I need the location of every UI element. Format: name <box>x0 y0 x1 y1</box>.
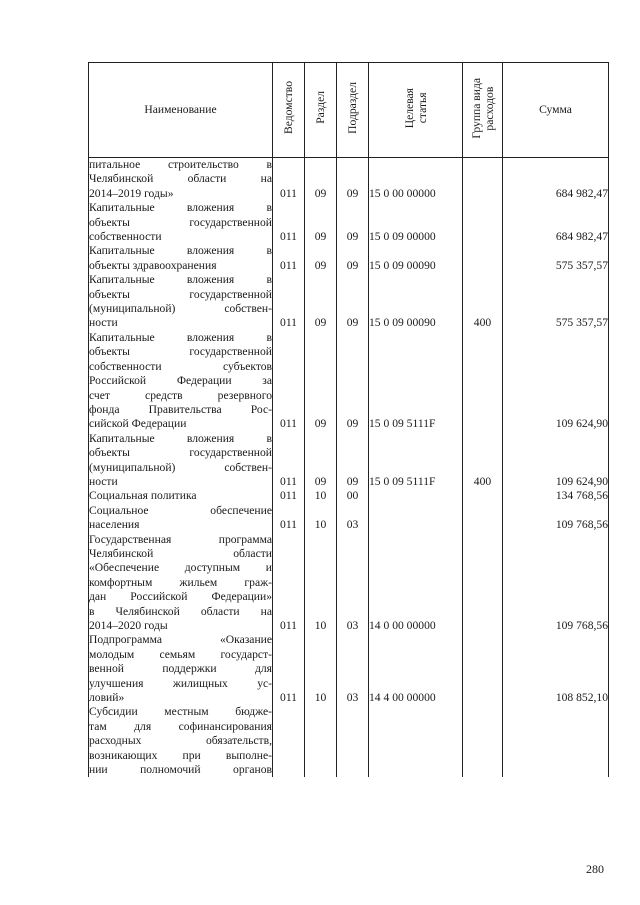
row-name-last-line: ности <box>89 474 118 488</box>
row-name-line: Российской Федерации за <box>89 374 272 388</box>
row-name-last-line: 2014–2020 годы <box>89 619 168 632</box>
row-name-line: «Обеспечение доступным и <box>89 561 272 575</box>
row-name <box>89 705 273 777</box>
row-name-line: нии полномочий органов <box>89 763 272 777</box>
row-podrazdel: 03 <box>337 533 369 634</box>
row-vedomstvo: 011 <box>273 273 305 331</box>
row-podrazdel: 03 <box>337 633 369 705</box>
row-sum: 134 768,56 <box>503 489 609 503</box>
row-sum: 109 768,56 <box>503 504 609 533</box>
row-group <box>463 158 503 202</box>
header-target: Целевая статья <box>369 63 463 158</box>
row-name <box>89 633 273 705</box>
row-name-line: Капитальные вложения в <box>89 244 272 258</box>
row-razdel: 09 <box>305 158 337 202</box>
row-group <box>463 504 503 533</box>
row-name-line: Подпрограмма «Оказание <box>89 633 272 647</box>
header-name: Наименование <box>89 63 273 158</box>
row-target: 15 0 00 00000 <box>369 158 463 202</box>
row-name-last-line: собственности <box>89 230 162 244</box>
row-name-line: Капитальные вложения в <box>89 330 272 344</box>
row-podrazdel: 03 <box>337 504 369 533</box>
row-group <box>463 201 503 244</box>
row-sum: 108 852,10 <box>503 633 609 705</box>
row-name <box>89 504 273 533</box>
row-razdel: 09 <box>305 201 337 244</box>
row-vedomstvo: 011 <box>273 504 305 533</box>
row-vedomstvo: 011 <box>273 158 305 202</box>
row-name-last-line: 2014–2019 годы» <box>89 186 174 200</box>
table-row <box>89 158 609 202</box>
row-name-line: фонда Правительства Рос- <box>89 402 272 416</box>
row-podrazdel <box>337 705 369 777</box>
header-podrazdel: Подраздел <box>337 63 369 158</box>
row-target <box>369 489 463 503</box>
row-target: 14 4 00 00000 <box>369 633 463 705</box>
row-name-last-line: ловий» <box>89 691 125 705</box>
table-row <box>89 273 609 331</box>
row-podrazdel: 09 <box>337 158 369 202</box>
row-target: 15 0 09 00000 <box>369 201 463 244</box>
row-name-line: Социальное обеспечение <box>89 503 272 517</box>
row-target: 15 0 09 00090 <box>369 244 463 273</box>
table-row <box>89 705 609 777</box>
row-name-last-line: ности <box>89 316 118 330</box>
table-row <box>89 489 609 503</box>
row-name-last-line: объекты здравоохранения <box>89 258 217 272</box>
row-vedomstvo: 011 <box>273 489 305 503</box>
row-podrazdel: 09 <box>337 244 369 273</box>
row-razdel: 09 <box>305 432 337 490</box>
row-razdel: 10 <box>305 504 337 533</box>
row-razdel: 09 <box>305 331 337 432</box>
row-sum: 575 357,57 <box>503 244 609 273</box>
row-name-line: объекты государственной <box>89 215 272 229</box>
row-name-line: питальное строительство в <box>89 158 272 171</box>
row-sum: 684 982,47 <box>503 201 609 244</box>
row-name-last-line: населения <box>89 518 140 532</box>
row-name-line: Субсидии местным бюдже- <box>89 705 272 719</box>
row-group <box>463 244 503 273</box>
row-target: 14 0 00 00000 <box>369 533 463 634</box>
row-name-line: комфортным жильем граж- <box>89 575 272 589</box>
page-number: 280 <box>586 862 604 876</box>
table-row <box>89 331 609 432</box>
row-sum: 684 982,47 <box>503 158 609 202</box>
row-vedomstvo: 011 <box>273 533 305 634</box>
header-row <box>89 63 609 158</box>
row-target: 15 0 09 5111F <box>369 331 463 432</box>
row-name-line: дан Российской Федерации» <box>89 590 272 604</box>
header-vedomstvo: Ведомство <box>273 63 305 158</box>
row-target: 15 0 09 5111F <box>369 432 463 490</box>
row-name <box>89 533 273 634</box>
row-razdel: 10 <box>305 489 337 503</box>
row-name <box>89 331 273 432</box>
row-name-line: в Челябинской области на <box>89 604 272 618</box>
table-row <box>89 633 609 705</box>
row-razdel <box>305 705 337 777</box>
row-vedomstvo: 011 <box>273 633 305 705</box>
header-group: Группа вида расходов <box>463 63 503 158</box>
row-name-line: венной поддержки для <box>89 662 272 676</box>
row-razdel: 09 <box>305 273 337 331</box>
row-podrazdel: 00 <box>337 489 369 503</box>
row-name <box>89 273 273 331</box>
row-sum: 575 357,57 <box>503 273 609 331</box>
table-row <box>89 201 609 244</box>
table-row <box>89 533 609 634</box>
row-podrazdel: 09 <box>337 273 369 331</box>
row-sum <box>503 705 609 777</box>
row-vedomstvo: 011 <box>273 244 305 273</box>
row-name-line: счет средств резервного <box>89 388 272 402</box>
row-razdel: 10 <box>305 533 337 634</box>
row-name <box>89 432 273 490</box>
row-name-last-line: Социальная политика <box>89 489 197 503</box>
row-name <box>89 201 273 244</box>
row-razdel: 10 <box>305 633 337 705</box>
row-target: 15 0 09 00090 <box>369 273 463 331</box>
row-name <box>89 244 273 273</box>
row-group: 400 <box>463 273 503 331</box>
row-sum: 109 624,90 <box>503 432 609 490</box>
row-group <box>463 705 503 777</box>
table-row <box>89 432 609 490</box>
row-target <box>369 504 463 533</box>
budget-table <box>88 62 609 777</box>
row-vedomstvo: 011 <box>273 201 305 244</box>
row-name-line: улучшения жилищных ус- <box>89 676 272 690</box>
row-group <box>463 533 503 634</box>
row-name-line: собственности субъектов <box>89 359 272 373</box>
header-razdel: Раздел <box>305 63 337 158</box>
row-name-line: объекты государственной <box>89 446 272 460</box>
row-name-line: объекты государственной <box>89 287 272 301</box>
row-name-line: расходных обязательств, <box>89 734 272 748</box>
row-group <box>463 633 503 705</box>
row-name-line: Капитальные вложения в <box>89 431 272 445</box>
row-name-line: там для софинансирования <box>89 719 272 733</box>
row-name-line: Челябинской области <box>89 546 272 560</box>
row-name-line: Капитальные вложения в <box>89 273 272 287</box>
row-name-line: возникающих при выполне- <box>89 748 272 762</box>
row-name <box>89 158 273 202</box>
row-name-line: (муниципальной) собствен- <box>89 460 272 474</box>
row-name-line: (муниципальной) собствен- <box>89 302 272 316</box>
row-razdel: 09 <box>305 244 337 273</box>
row-sum: 109 624,90 <box>503 331 609 432</box>
row-vedomstvo <box>273 705 305 777</box>
row-group <box>463 331 503 432</box>
row-vedomstvo: 011 <box>273 331 305 432</box>
row-target <box>369 705 463 777</box>
table-row <box>89 244 609 273</box>
row-podrazdel: 09 <box>337 331 369 432</box>
row-name <box>89 489 273 503</box>
row-name-line: Капитальные вложения в <box>89 201 272 215</box>
row-vedomstvo: 011 <box>273 432 305 490</box>
row-name-line: объекты государственной <box>89 345 272 359</box>
table-row <box>89 504 609 533</box>
row-group <box>463 489 503 503</box>
row-name-line: Челябинской области на <box>89 172 272 186</box>
row-sum: 109 768,56 <box>503 533 609 634</box>
row-podrazdel: 09 <box>337 201 369 244</box>
row-name-last-line: сийской Федерации <box>89 417 187 431</box>
row-name-line: молодым семьям государст- <box>89 647 272 661</box>
header-sum: Сумма <box>503 63 609 158</box>
row-group: 400 <box>463 432 503 490</box>
row-podrazdel: 09 <box>337 432 369 490</box>
row-name-line: Государственная программа <box>89 532 272 546</box>
